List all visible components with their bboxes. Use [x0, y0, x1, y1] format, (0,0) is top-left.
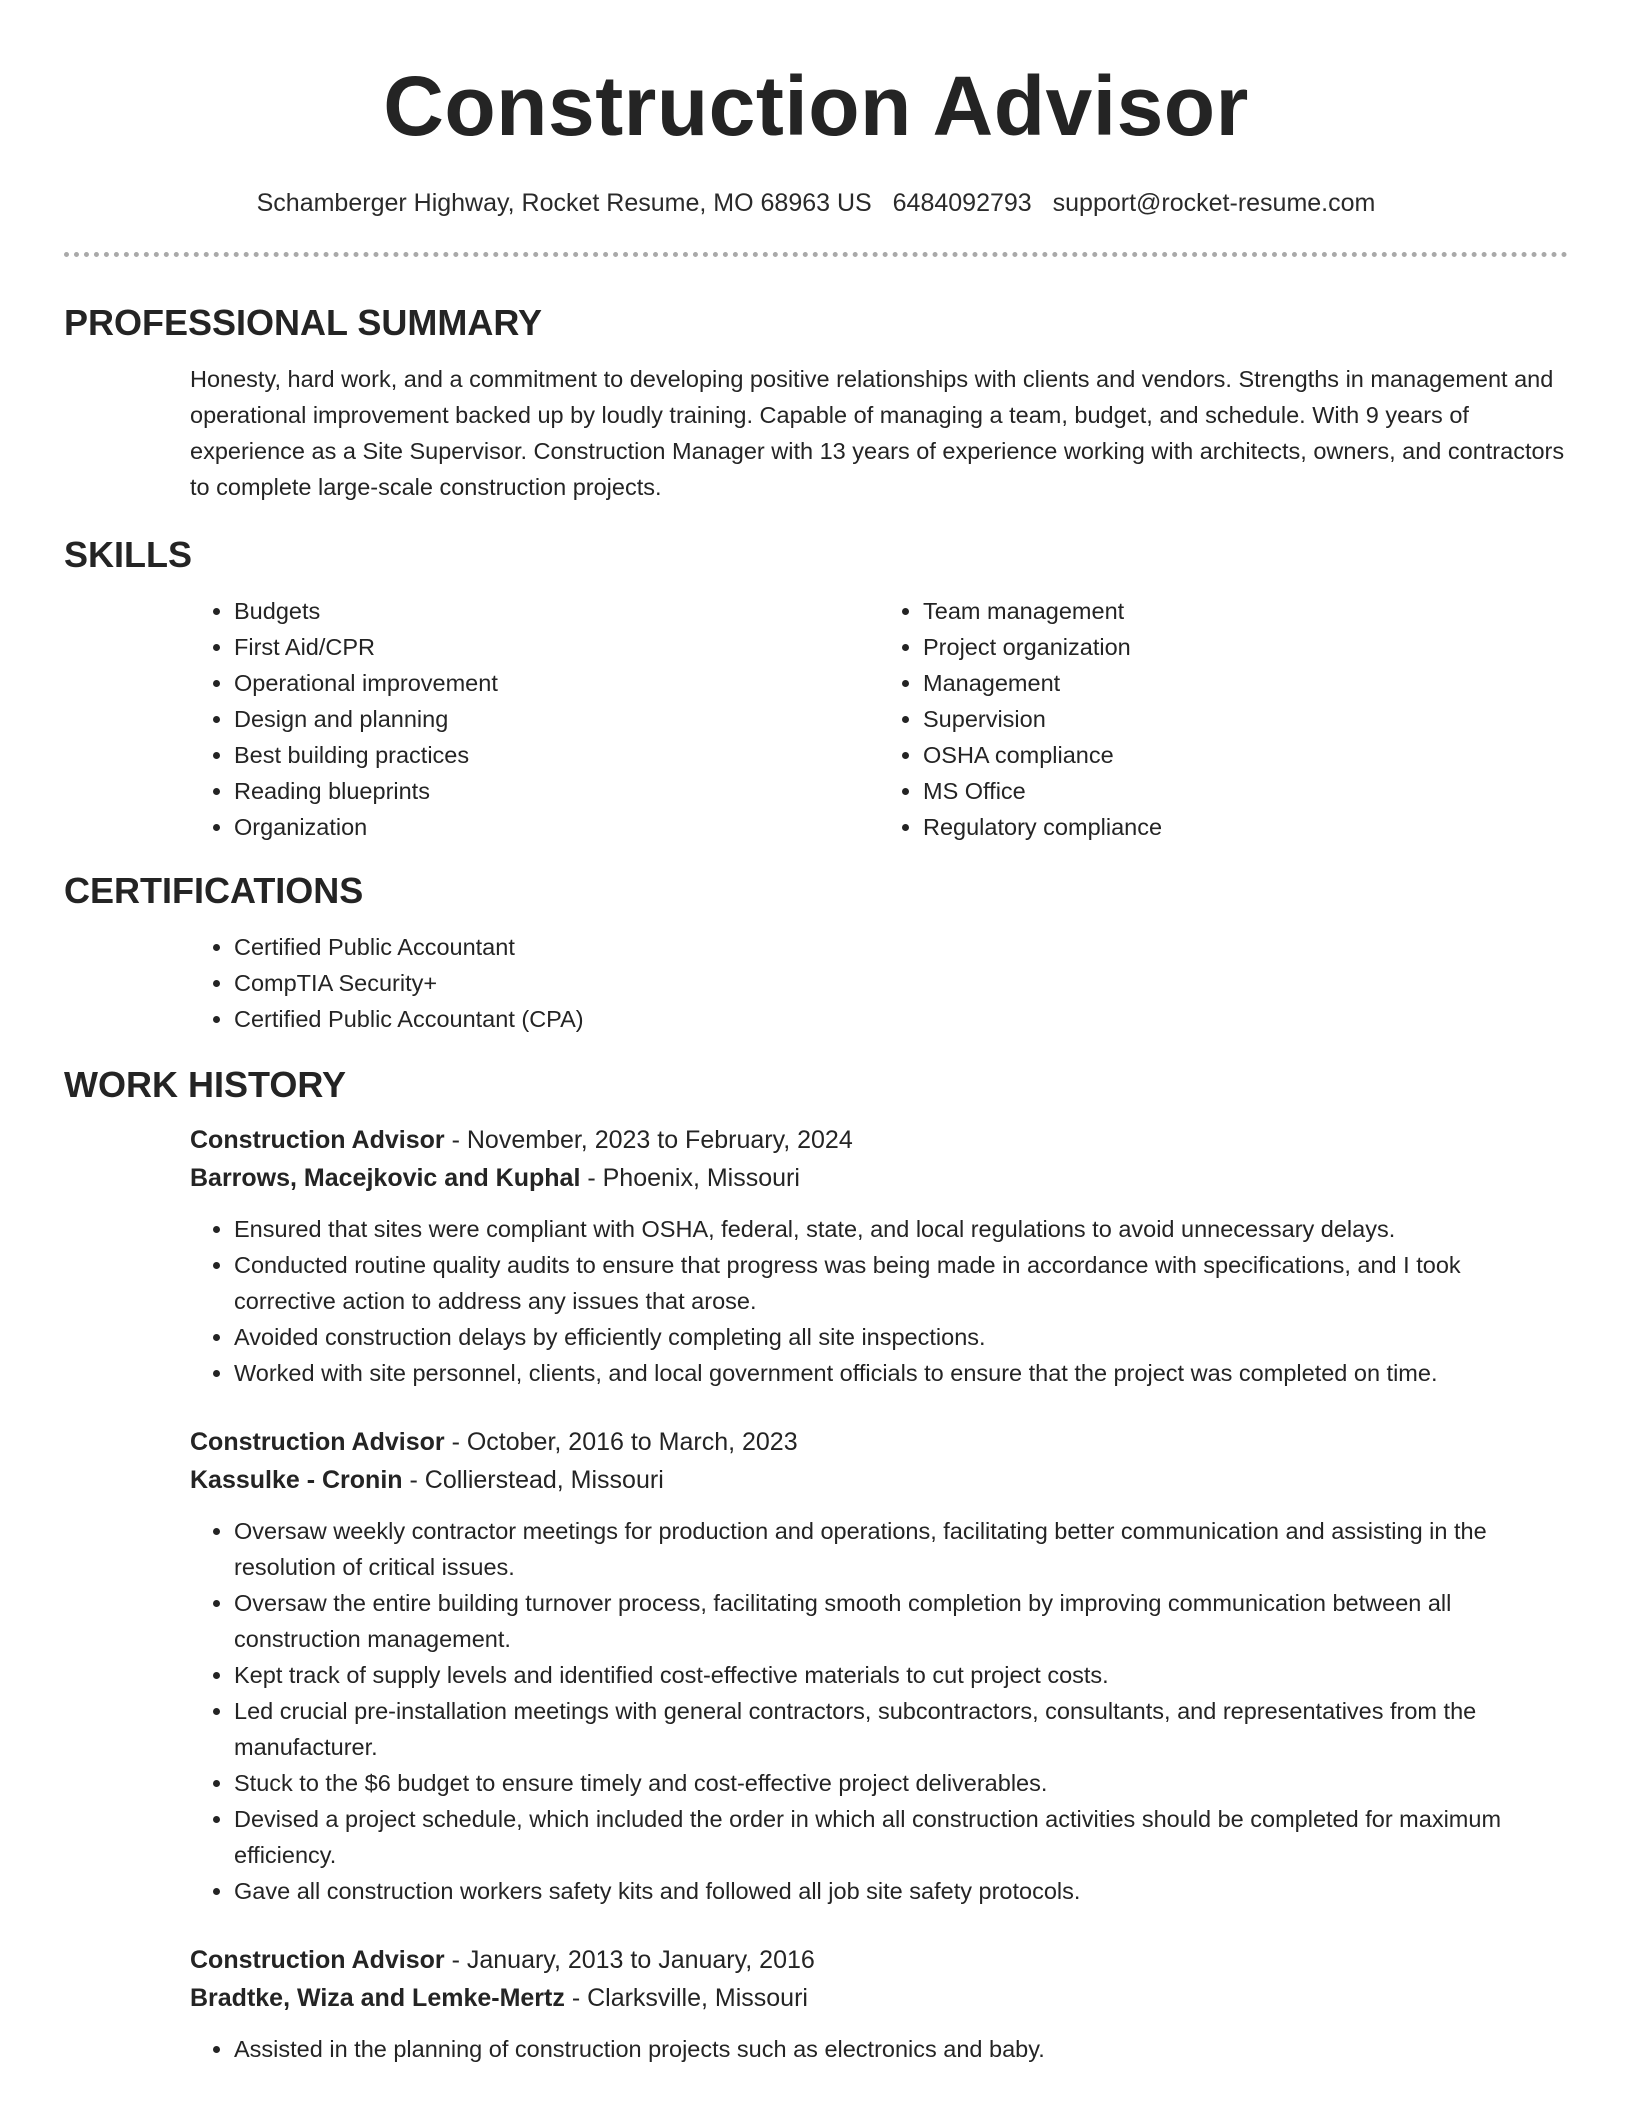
job-bullet: • Worked with site personnel, clients, and local government officials to ensure that the project was completed on time. [234, 1355, 1568, 1391]
job-role: Construction Advisor [190, 1428, 445, 1456]
job-role: Construction Advisor [190, 1126, 445, 1154]
job-dates: - January, 2013 to January, 2016 [444, 1946, 815, 1974]
job-entry [190, 1423, 1568, 1909]
skill-item: • Reading blueprints [234, 773, 879, 809]
job-company-line [190, 1159, 1568, 1197]
skill-item: • Team management [923, 593, 1568, 629]
skill-item: • First Aid/CPR [234, 629, 879, 665]
job-bullet: • Assisted in the planning of construction projects such as electronics and baby. [234, 2031, 1568, 2067]
skill-item: • Regulatory compliance [923, 809, 1568, 845]
job-company-line [190, 1979, 1568, 2017]
job-entry [190, 1941, 1568, 2067]
contact-address: Schamberger Highway, Rocket Resume, MO 68963 US [256, 189, 872, 217]
job-location: - Phoenix, Missouri [580, 1164, 800, 1192]
skill-item: • Budgets [234, 593, 879, 629]
certifications-list [190, 929, 1568, 1037]
job-company: Bradtke, Wiza and Lemke-Mertz [190, 1984, 565, 2012]
job-bullets [190, 1211, 1568, 1391]
summary-text: Honesty, hard work, and a commitment to developing positive relationships with clients and vendors. Strengths in management and operational improvement backed up by loudly training. Capable of managing a team, budget, and schedule. With 9 years of experience as a Site Supervisor. Construction Manager with 13 years of experience working with architects, owners, and contractors to complete large-scale construction projects. [190, 366, 1565, 500]
certification-item: • CompTIA Security+ [234, 965, 1568, 1001]
skill-item: • Organization [234, 809, 879, 845]
job-role: Construction Advisor [190, 1946, 445, 1974]
skills-heading: SKILLS [64, 534, 193, 575]
job-bullet: • Conducted routine quality audits to ensure that progress was being made in accordance with specifications, and I took corrective action to address any issues that arose. [234, 1247, 1568, 1319]
work-history-section [64, 1121, 1568, 2067]
contact-email: support@rocket-resume.com [1052, 189, 1376, 217]
job-bullet: • Gave all construction workers safety kits and followed all job site safety protocols. [234, 1873, 1568, 1909]
job-bullet: • Ensured that sites were compliant with OSHA, federal, state, and local regulations to avoid unnecessary delays. [234, 1211, 1568, 1247]
job-bullet: • Led crucial pre-installation meetings with general contractors, subcontractors, consultants, and representatives from the manufacturer. [234, 1693, 1568, 1765]
skills-columns [190, 593, 1568, 845]
job-company: Barrows, Macejkovic and Kuphal [190, 1164, 581, 1192]
job-bullet: • Oversaw the entire building turnover process, facilitating smooth completion by improving communication between all construction management. [234, 1585, 1568, 1657]
job-dates: - October, 2016 to March, 2023 [444, 1428, 798, 1456]
contact-phone: 6484092793 [892, 189, 1032, 217]
skill-item: • Design and planning [234, 701, 879, 737]
job-company-line [190, 1461, 1568, 1499]
job-bullet: • Oversaw weekly contractor meetings for production and operations, facilitating better communication and assisting in the resolution of critical issues. [234, 1513, 1568, 1585]
job-location: - Collierstead, Missouri [402, 1466, 664, 1494]
certification-item: • Certified Public Accountant [234, 929, 1568, 965]
skill-item: • Best building practices [234, 737, 879, 773]
skills-list-right [879, 593, 1568, 845]
job-bullet: • Stuck to the $6 budget to ensure timely and cost-effective project deliverables. [234, 1765, 1568, 1801]
skill-item: • Operational improvement [234, 665, 879, 701]
job-bullets [190, 1513, 1568, 1909]
job-bullet: • Devised a project schedule, which included the order in which all construction activities should be completed for maximum efficiency. [234, 1801, 1568, 1873]
job-title-line [190, 1423, 1568, 1461]
job-bullets [190, 2031, 1568, 2067]
skill-item: • MS Office [923, 773, 1568, 809]
header-divider [64, 252, 1568, 257]
summary-section [64, 361, 1568, 505]
job-bullet: • Kept track of supply levels and identified cost-effective materials to cut project costs. [234, 1657, 1568, 1693]
skill-item: • Project organization [923, 629, 1568, 665]
job-company: Kassulke - Cronin [190, 1466, 403, 1494]
skill-item: • Management [923, 665, 1568, 701]
job-location: - Clarksville, Missouri [564, 1984, 808, 2012]
certifications-section [64, 929, 1568, 1037]
certification-item: • Certified Public Accountant (CPA) [234, 1001, 1568, 1037]
job-title-line [190, 1941, 1568, 1979]
job-dates: - November, 2023 to February, 2024 [444, 1126, 853, 1154]
skills-list-left [190, 593, 879, 845]
certifications-heading: CERTIFICATIONS [64, 870, 364, 911]
summary-heading: PROFESSIONAL SUMMARY [64, 302, 543, 343]
resume-name: Construction Advisor [383, 59, 1249, 153]
contact-line [64, 188, 1568, 218]
skill-item: • OSHA compliance [923, 737, 1568, 773]
skill-item: • Supervision [923, 701, 1568, 737]
job-bullet: • Avoided construction delays by efficiently completing all site inspections. [234, 1319, 1568, 1355]
job-entry [190, 1121, 1568, 1391]
job-title-line [190, 1121, 1568, 1159]
skills-section [64, 593, 1568, 845]
work-history-heading: WORK HISTORY [64, 1064, 347, 1105]
